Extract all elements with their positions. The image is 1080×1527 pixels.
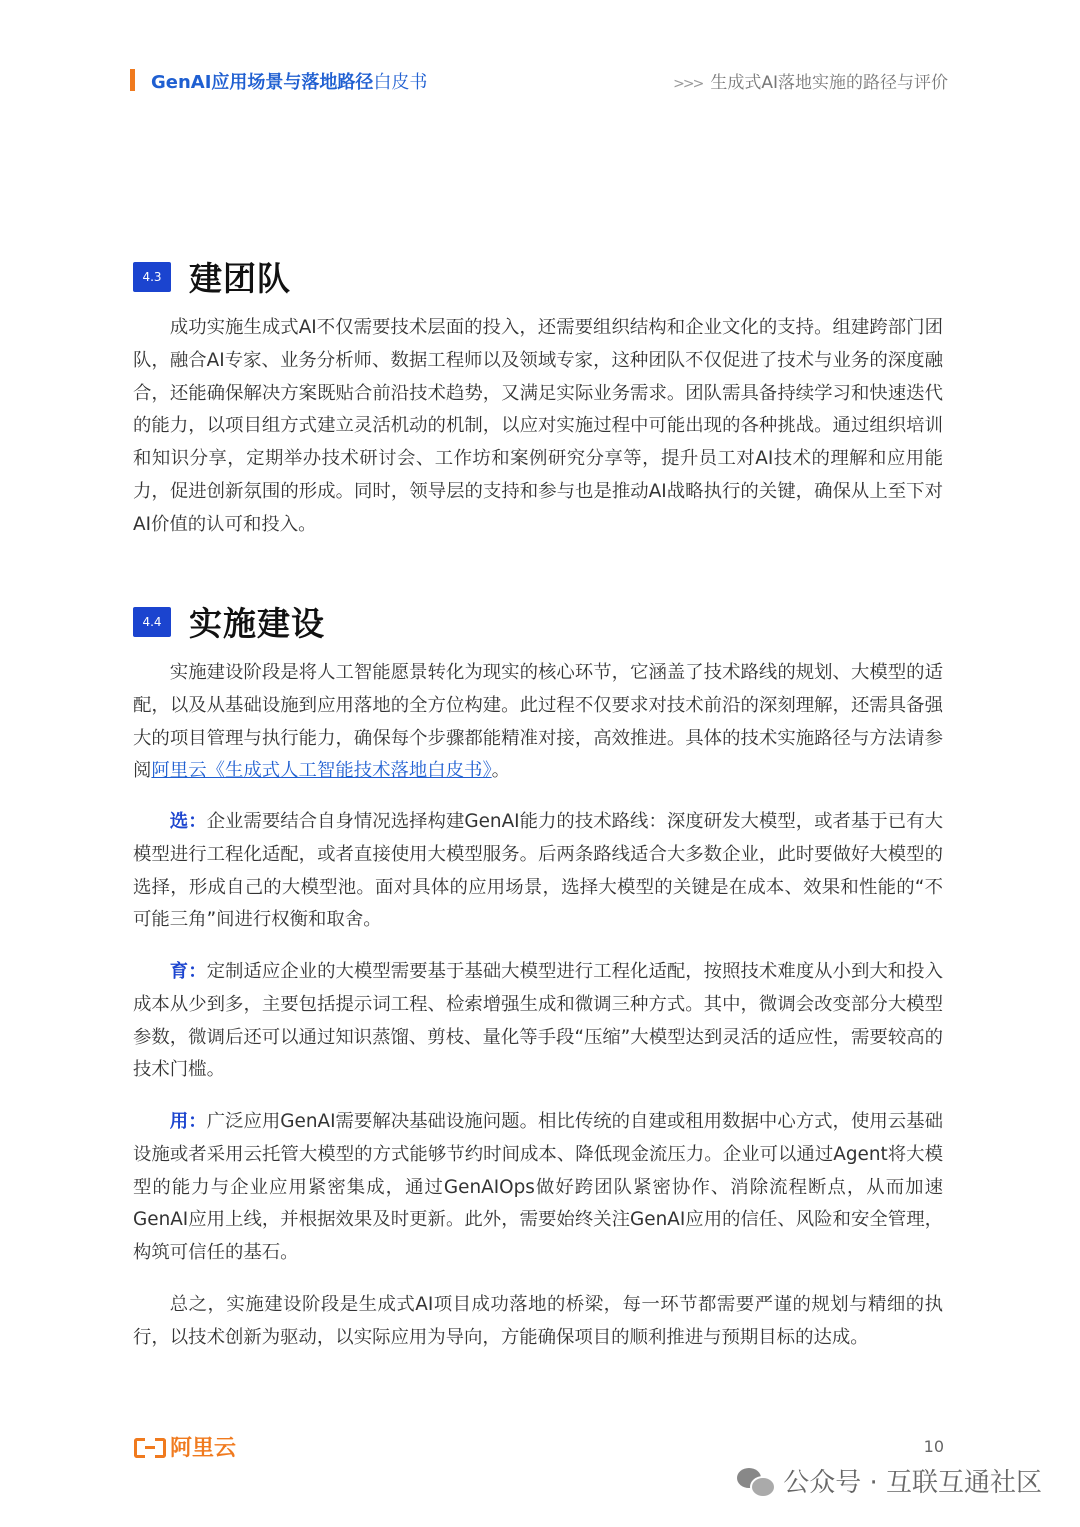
paragraph-lead: 用： [169,1111,207,1132]
chevrons-icon: >>> [673,76,703,92]
paragraph-conclusion: 总之，实施建设阶段是生成式AI项目成功落地的桥梁，每一环节都需要严谨的规划与精细的执行，以技术创新为驱动，以实际应用为导向，方能确保项目的顺利推进与预期目标的达成。 [133,1294,943,1348]
aliyun-logo [134,1431,236,1462]
section-title: 实施建设 [189,604,325,643]
logo-text: 阿里云 [170,1436,237,1461]
paragraph-build-team: 成功实施生成式AI不仅需要技术层面的投入，还需要组织结构和企业文化的支持。组建跨部门团队，融合AI专家、业务分析师、数据工程师以及领域专家，这种团队不仅促进了技术与业务的深度融合，还能确保解决方案既贴合前沿技术趋势，又满足实际业务需求。团队需具备持续学习和快速迭代的能力，以项目组方式建立灵活机动的机制，以应对实施过程中可能出现的各种挑战。通过组织培训和知识分享，定期举办技术研讨会、工作坊和案例研究分享等，提升员工对AI技术的理解和应用能力，促进创新氛围的形成。同时，领导层的支持和参与也是推动AI战略执行的关键，确保从上至下对AI价值的认可和投入。 [133,317,943,535]
wechat-icon [737,1466,773,1496]
whitepaper-link[interactable]: 阿里云《生成式人工智能技术落地白皮书》 [151,760,492,782]
section-heading-4-4 [133,598,325,645]
intro-end: 。 [491,760,511,782]
section-number-badge: 4.4 [133,607,171,637]
section-heading-4-3 [133,253,291,300]
watermark-text: 公众号 · 互联互通社区 [783,1468,1042,1498]
section-title: 建团队 [189,259,291,298]
paragraph-use [133,1106,943,1270]
aliyun-logo-icon [134,1436,166,1458]
paragraph-implementation-intro [133,657,943,788]
header-accent-bar [130,69,135,91]
chapter-title-text: 生成式AI落地实施的路径与评价 [710,73,948,93]
paragraph-text: 广泛应用GenAI需要解决基础设施问题。相比传统的自建或租用数据中心方式，使用云基础设施或者采用云托管大模型的方式能够节约时间成本、降低现金流压力。企业可以通过Agent将大模型的能力与企业应用紧密集成，通过GenAIOps做好跨团队紧密协作、消除流程断点，从而加速GenAI应用上线，并根据效果及时更新。此外，需要始终关注GenAI应用的信任、风险和安全管理，构筑可信任的基石。 [133,1111,943,1264]
paragraph-cultivate [133,956,943,1087]
paragraph-select [133,806,943,937]
section-number-badge: 4.3 [133,262,171,292]
document-title-main: GenAI应用场景与落地路径 [151,72,374,93]
paragraph-lead: 育： [169,961,207,982]
paragraph-lead: 选： [169,811,207,832]
page-number: 10 [923,1437,944,1456]
paragraph-text: 定制适应企业的大模型需要基于基础大模型进行工程化适配，按照技术难度从小到大和投入成本从少到多，主要包括提示词工程、检索增强生成和微调三种方式。其中，微调会改变部分大模型参数，微调后还可以通过知识蒸馏、剪枝、量化等手段“压缩”大模型达到灵活的适应性，需要较高的技术门槛。 [133,961,943,1081]
chapter-title [673,68,948,93]
document-title-suffix: 白皮书 [373,72,428,93]
watermark [737,1462,1042,1499]
intro-text: 实施建设阶段是将人工智能愿景转化为现实的核心环节，它涵盖了技术路线的规划、大模型的适配，以及从基础设施到应用落地的全方位构建。此过程不仅要求对技术前沿的深刻理解，还需具备强大的项目管理与执行能力，确保每个步骤都能精准对接，高效推进。具体的技术实施路径与方法请参阅 [133,662,943,782]
paragraph-text: 企业需要结合自身情况选择构建GenAI能力的技术路线：深度研发大模型，或者基于已有大模型进行工程化适配，或者直接使用大模型服务。后两条路线适合大多数企业，此时要做好大模型的选择，形成自己的大模型池。面对具体的应用场景，选择大模型的关键是在成本、效果和性能的“不可能三角”间进行权衡和取舍。 [133,811,943,931]
document-title [151,68,427,94]
